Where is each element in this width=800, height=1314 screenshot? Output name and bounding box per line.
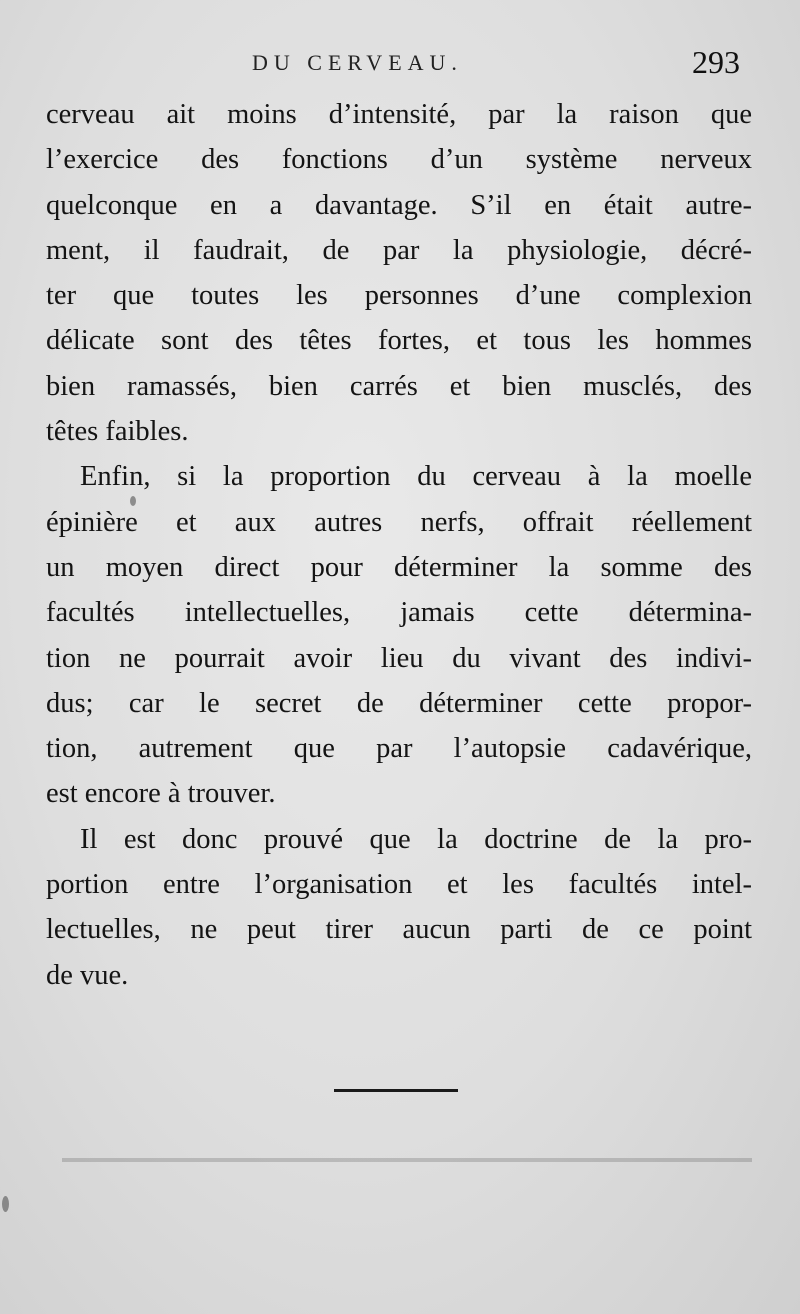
text-line: est encore à trouver. bbox=[46, 778, 276, 810]
running-head: DU CERVEAU. bbox=[252, 50, 463, 75]
show-through-rule bbox=[62, 1158, 752, 1162]
text-line: ter que toutes les personnes d’une complexion bbox=[46, 280, 752, 312]
text-line: lectuelles, ne peut tirer aucun parti de ce point bbox=[46, 914, 752, 946]
show-through-decoration bbox=[70, 990, 760, 1290]
text-line: tion ne pourrait avoir lieu du vivant des indivi- bbox=[46, 642, 752, 674]
section-rule bbox=[334, 1089, 458, 1092]
body-text bbox=[46, 92, 752, 998]
text-line: Enfin, si la proportion du cerveau à la moelle bbox=[80, 461, 752, 493]
text-line: épinière et aux autres nerfs, offrait réellement bbox=[46, 506, 752, 538]
text-line: délicate sont des têtes fortes, et tous les hommes bbox=[46, 325, 752, 357]
page-number: 293 bbox=[692, 44, 740, 80]
text-line: têtes faibles. bbox=[46, 416, 189, 448]
page-header bbox=[0, 44, 800, 84]
text-line: cerveau ait moins d’intensité, par la raison que bbox=[46, 99, 752, 130]
text-line: bien ramassés, bien carrés et bien musclés, des bbox=[46, 370, 752, 402]
ink-speck bbox=[130, 496, 136, 506]
text-line: dus; car le secret de déterminer cette propor- bbox=[46, 687, 752, 719]
text-line: l’exercice des fonctions d’un système nerveux bbox=[46, 144, 752, 176]
text-line: quelconque en a davantage. S’il en était autre- bbox=[46, 189, 752, 221]
text-line: un moyen direct pour déterminer la somme des bbox=[46, 551, 752, 583]
text-line: de vue. bbox=[46, 959, 129, 991]
ink-speck bbox=[2, 1196, 9, 1212]
text-line: ment, il faudrait, de par la physiologie, décré- bbox=[46, 234, 752, 266]
text-line: Il est donc prouvé que la doctrine de la pro- bbox=[80, 823, 752, 855]
text-line: tion, autrement que par l’autopsie cadavérique, bbox=[46, 733, 752, 765]
text-line: facultés intellectuelles, jamais cette détermina- bbox=[46, 597, 752, 629]
text-line: portion entre l’organisation et les facultés intel- bbox=[46, 869, 752, 901]
